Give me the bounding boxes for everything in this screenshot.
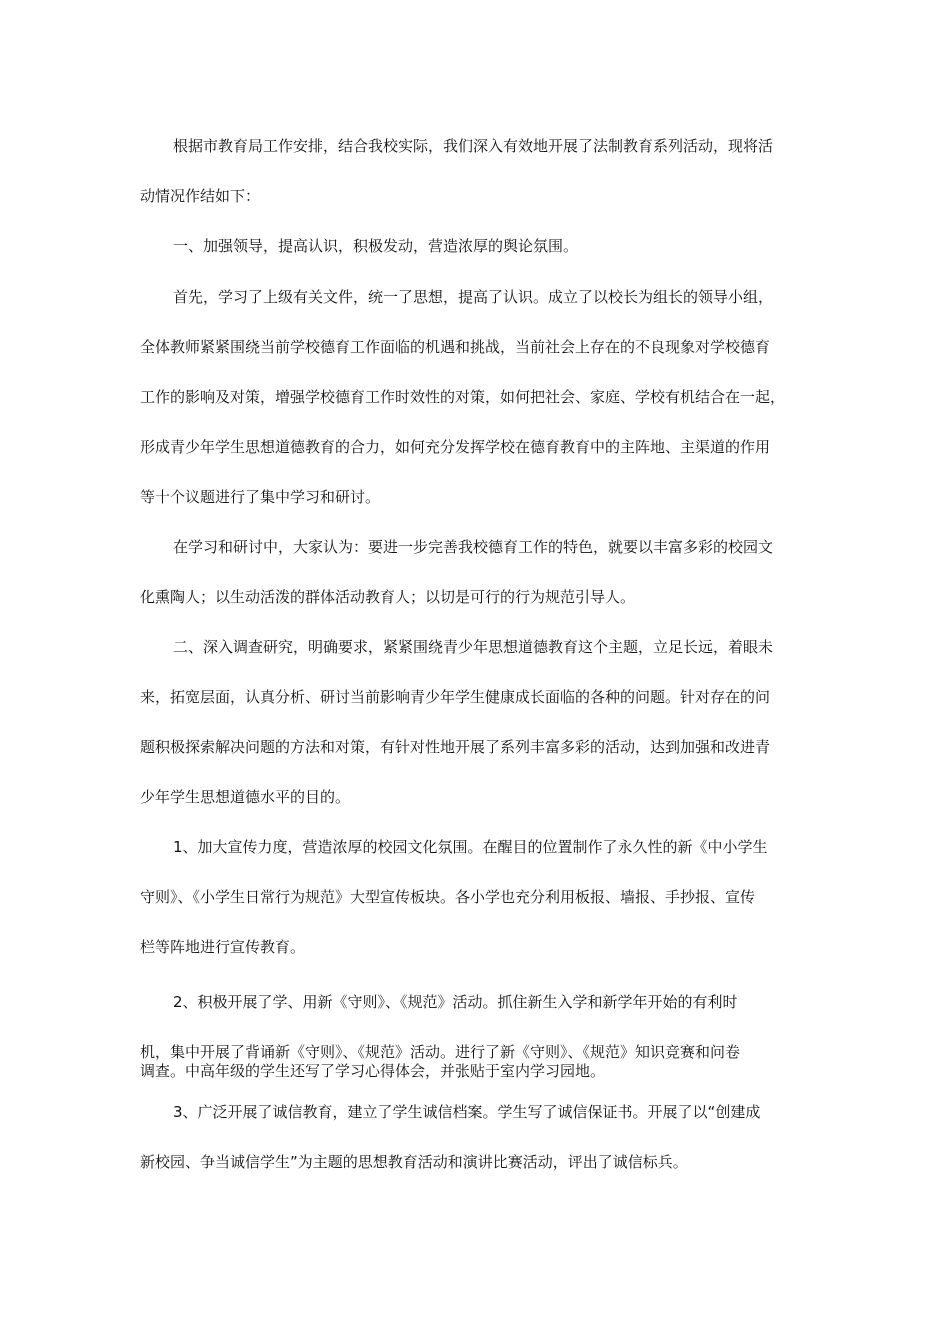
paragraph-line: 机，集中开展了背诵新《守则》、《规范》活动。进行了新《守则》、《规范》知识竞赛和问卷 [140, 1043, 741, 1061]
paragraph-line: 工作的影响及对策，增强学校德育工作时效性的对策，如何把社会、家庭、学校有机结合在一起， [140, 388, 786, 406]
paragraph-line: 栏等阵地进行宣传教育。 [140, 938, 306, 956]
paragraph-line: 化熏陶人；以生动活泼的群体活动教育人；以切是可行的行为规范引导人。 [140, 588, 636, 606]
paragraph-line: 等十个议题进行了集中学习和研讨。 [140, 488, 381, 506]
paragraph-line: 新校园、争当诚信学生”为主题的思想教育活动和演讲比赛活动，评出了诚信标兵。 [140, 1153, 688, 1171]
paragraph-line: 3、广泛开展了诚信教育，建立了学生诚信档案。学生写了诚信保证书。开展了以“创建成 [173, 1103, 761, 1121]
section-heading: 二、深入调查研究，明确要求，紧紧围绕青少年思想道德教育这个主题，立足长远，着眼未 [173, 638, 774, 656]
paragraph-line: 守则》、《小学生日常行为规范》大型宣传板块。各小学也充分利用板报、墙报、手抄报、宣传 [140, 888, 756, 906]
paragraph-line: 首先，学习了上级有关文件，统一了思想，提高了认识。成立了以校长为组长的领导小组， [173, 288, 774, 306]
paragraph-line: 1、加大宣传力度，营造浓厚的校园文化氛围。在醒目的位置制作了永久性的新《中小学生 [173, 838, 768, 856]
paragraph-line: 来，拓宽层面，认真分析、研讨当前影响青少年学生健康成长面临的各种的问题。针对存在的问 [140, 688, 771, 706]
paragraph-line: 动情况作结如下： [140, 187, 261, 205]
paragraph-line: 全体教师紧紧围绕当前学校德育工作面临的机遇和挑战，当前社会上存在的不良现象对学校德育 [140, 338, 771, 356]
paragraph-line: 调查。中高年级的学生还写了学习心得体会，并张贴于室内学习园地。 [140, 1062, 606, 1080]
paragraph-line: 形成青少年学生思想道德教育的合力，如何充分发挥学校在德育教育中的主阵地、主渠道的作用 [140, 438, 771, 456]
paragraph-line: 少年学生思想道德水平的目的。 [140, 788, 351, 806]
paragraph-line: 题积极探索解决问题的方法和对策，有针对性地开展了系列丰富多彩的活动，达到加强和改进青 [140, 738, 771, 756]
paragraph-line: 根据市教育局工作安排，结合我校实际，我们深入有效地开展了法制教育系列活动，现将活 [173, 137, 774, 155]
paragraph-line: 在学习和研讨中，大家认为：要进一步完善我校德育工作的特色，就要以丰富多彩的校园文 [173, 538, 774, 556]
section-heading: 一、加强领导，提高认识，积极发动，营造浓厚的舆论氛围。 [173, 237, 579, 255]
paragraph-line: 2、积极开展了学、用新《守则》、《规范》活动。抓住新生入学和新学年开始的有利时 [173, 993, 738, 1011]
